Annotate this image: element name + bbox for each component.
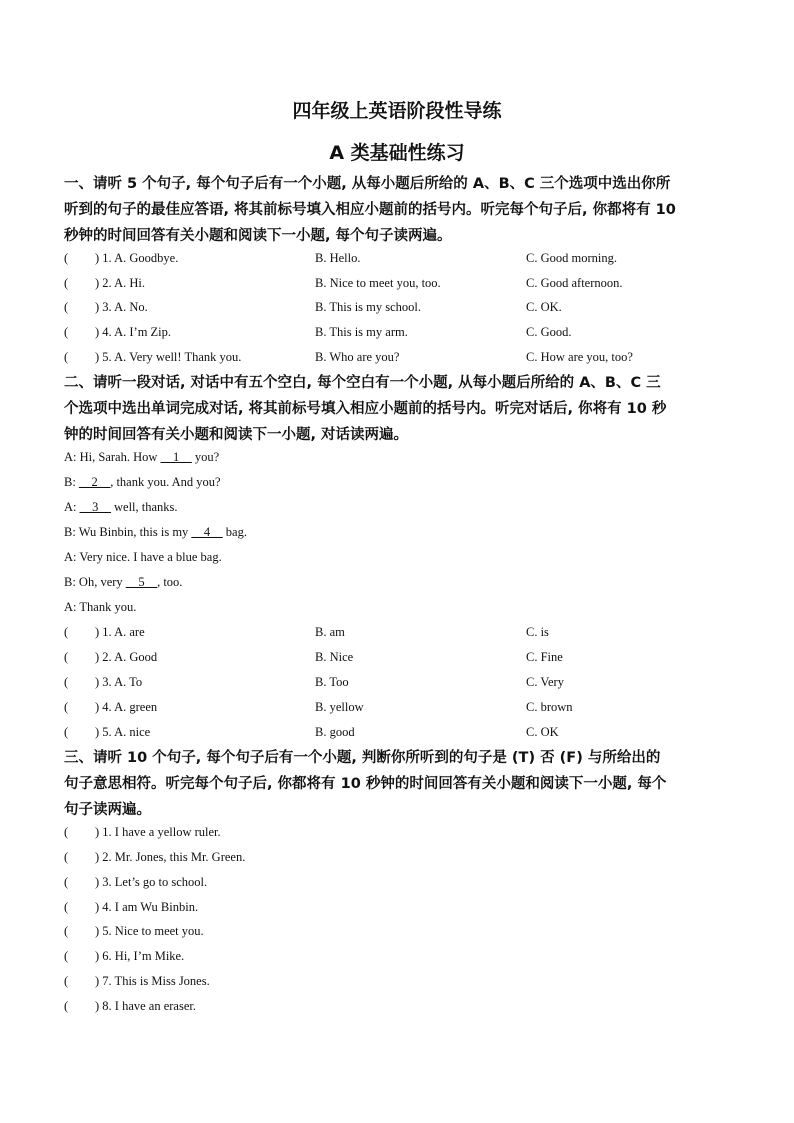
answer-bracket[interactable]: ( [64, 251, 69, 265]
option-a: ) 3. A. To [95, 675, 143, 689]
dialogue-line-3 [64, 496, 178, 518]
answer-bracket[interactable]: ( [64, 949, 69, 963]
answer-bracket[interactable]: ( [64, 850, 69, 864]
s3-question-5 [64, 920, 730, 942]
option-c: C. is [526, 625, 549, 639]
answer-bracket[interactable]: ( [64, 974, 69, 988]
statement: ) 3. Let’s go to school. [95, 875, 208, 889]
s1-question-2 [64, 272, 730, 294]
option-c: C. OK. [526, 300, 562, 314]
answer-bracket[interactable]: ( [64, 325, 69, 339]
option-b: B. Nice [315, 650, 354, 664]
page-subtitle: A 类基础性练习 [329, 142, 465, 164]
s1-question-5 [64, 346, 730, 368]
answer-bracket[interactable]: ( [64, 625, 69, 639]
dialogue-blank[interactable]: __2__ [78, 475, 111, 489]
option-b: B. Nice to meet you, too. [315, 276, 441, 290]
option-b: B. Hello. [315, 251, 361, 265]
option-a: ) 2. A. Good [95, 650, 158, 664]
dialogue-line-6 [64, 571, 182, 593]
instruction-line: 一、请听 5 个句子, 每个句子后有一个小题, 从每小题后所给的 A、B、C 三个选项中选出你所 [64, 176, 671, 192]
dialogue-text: A: [64, 500, 80, 514]
answer-bracket[interactable]: ( [64, 276, 69, 290]
statement: ) 8. I have an eraser. [95, 999, 196, 1013]
option-b: B. Too [315, 675, 349, 689]
instruction-line: 听到的句子的最佳应答语, 将其前标号填入相应小题前的括号内。听完每个句子后, 你都将有 10 [64, 202, 676, 218]
dialogue-text: you? [191, 450, 220, 464]
statement: ) 6. Hi, I’m Mike. [95, 949, 185, 963]
section2-instruction [64, 370, 730, 448]
s2-question-1 [64, 621, 730, 643]
option-a: ) 3. A. No. [95, 300, 148, 314]
dialogue-blank[interactable]: __4__ [191, 525, 223, 539]
instruction-line: 三、请听 10 个句子, 每个句子后有一个小题, 判断你所听到的句子是 (T) 否 (F) 与所给出的 [64, 750, 661, 766]
dialogue-text: B: Oh, very [64, 575, 126, 589]
answer-bracket[interactable]: ( [64, 825, 69, 839]
s3-question-8 [64, 995, 730, 1017]
dialogue-blank[interactable]: __5__ [125, 575, 158, 589]
dialogue-text: B: Wu Binbin, this is my [64, 525, 192, 539]
dialogue-text: , thank you. And you? [110, 475, 221, 489]
s1-question-1 [64, 247, 730, 269]
dialogue-text: well, thanks. [110, 500, 178, 514]
option-c: C. Fine [526, 650, 563, 664]
dialogue-blank[interactable]: __1__ [160, 450, 192, 464]
answer-bracket[interactable]: ( [64, 999, 69, 1013]
section3-instruction [64, 745, 730, 823]
instruction-line: 句子意思相符。听完每个句子后, 你都将有 10 秒钟的时间回答有关小题和阅读下一小题, 每个 [64, 776, 667, 792]
s2-question-4 [64, 696, 730, 718]
answer-bracket[interactable]: ( [64, 900, 69, 914]
instruction-line: 钟的时间回答有关小题和阅读下一小题, 对话读两遍。 [64, 427, 409, 443]
answer-bracket[interactable]: ( [64, 675, 69, 689]
dialogue-text: bag. [222, 525, 247, 539]
option-a: ) 4. A. I’m Zip. [95, 325, 172, 339]
option-c: C. brown [526, 700, 573, 714]
dialogue-text: A: Thank you. [64, 600, 137, 614]
option-a: ) 1. A. are [95, 625, 145, 639]
option-c: C. Very [526, 675, 564, 689]
statement: ) 2. Mr. Jones, this Mr. Green. [95, 850, 246, 864]
dialogue-text: A: Very nice. I have a blue bag. [64, 550, 222, 564]
option-a: ) 5. A. nice [95, 725, 151, 739]
statement: ) 7. This is Miss Jones. [95, 974, 210, 988]
dialogue-line-1 [64, 446, 219, 468]
option-c: C. Good. [526, 325, 572, 339]
option-b: B. This is my school. [315, 300, 422, 314]
answer-bracket[interactable]: ( [64, 725, 69, 739]
option-c: C. How are you, too? [526, 350, 633, 364]
s2-question-3 [64, 671, 730, 693]
answer-bracket[interactable]: ( [64, 650, 69, 664]
s2-question-5 [64, 721, 730, 743]
answer-bracket[interactable]: ( [64, 300, 69, 314]
answer-bracket[interactable]: ( [64, 875, 69, 889]
instruction-line: 秒钟的时间回答有关小题和阅读下一小题, 每个句子读两遍。 [64, 228, 452, 244]
dialogue-text: , too. [157, 575, 183, 589]
section1-instruction [64, 171, 730, 249]
s2-question-2 [64, 646, 730, 668]
dialogue-line-7 [64, 596, 136, 618]
option-b: B. am [315, 625, 345, 639]
option-c: C. Good afternoon. [526, 276, 623, 290]
answer-bracket[interactable]: ( [64, 924, 69, 938]
s3-question-1 [64, 821, 730, 843]
option-a: ) 4. A. green [95, 700, 158, 714]
option-b: B. good [315, 725, 355, 739]
option-a: ) 5. A. Very well! Thank you. [95, 350, 242, 364]
s1-question-4 [64, 321, 730, 343]
dialogue-blank[interactable]: __3__ [79, 500, 111, 514]
s1-question-3 [64, 296, 730, 318]
dialogue-text: A: Hi, Sarah. How [64, 450, 161, 464]
option-a: ) 2. A. Hi. [95, 276, 145, 290]
statement: ) 5. Nice to meet you. [95, 924, 204, 938]
option-c: C. Good morning. [526, 251, 617, 265]
dialogue-line-5 [64, 546, 222, 568]
s3-question-4 [64, 896, 730, 918]
answer-bracket[interactable]: ( [64, 700, 69, 714]
dialogue-line-4 [64, 521, 247, 543]
option-c: C. OK [526, 725, 559, 739]
option-a: ) 1. A. Goodbye. [95, 251, 179, 265]
s3-question-7 [64, 970, 730, 992]
instruction-line: 句子读两遍。 [64, 802, 151, 818]
instruction-line: 个选项中选出单词完成对话, 将其前标号填入相应小题前的括号内。听完对话后, 你将有 10 秒 [64, 401, 667, 417]
option-b: B. Who are you? [315, 350, 400, 364]
dialogue-text: B: [64, 475, 79, 489]
dialogue-line-2 [64, 471, 221, 493]
page-title: 四年级上英语阶段性导练 [292, 100, 502, 122]
s3-question-2 [64, 846, 730, 868]
answer-bracket[interactable]: ( [64, 350, 69, 364]
statement: ) 1. I have a yellow ruler. [95, 825, 221, 839]
instruction-line: 二、请听一段对话, 对话中有五个空白, 每个空白有一个小题, 从每小题后所给的 A、B、C 三 [64, 375, 661, 391]
option-b: B. yellow [315, 700, 364, 714]
s3-question-3 [64, 871, 730, 893]
statement: ) 4. I am Wu Binbin. [95, 900, 199, 914]
option-b: B. This is my arm. [315, 325, 408, 339]
s3-question-6 [64, 945, 730, 967]
